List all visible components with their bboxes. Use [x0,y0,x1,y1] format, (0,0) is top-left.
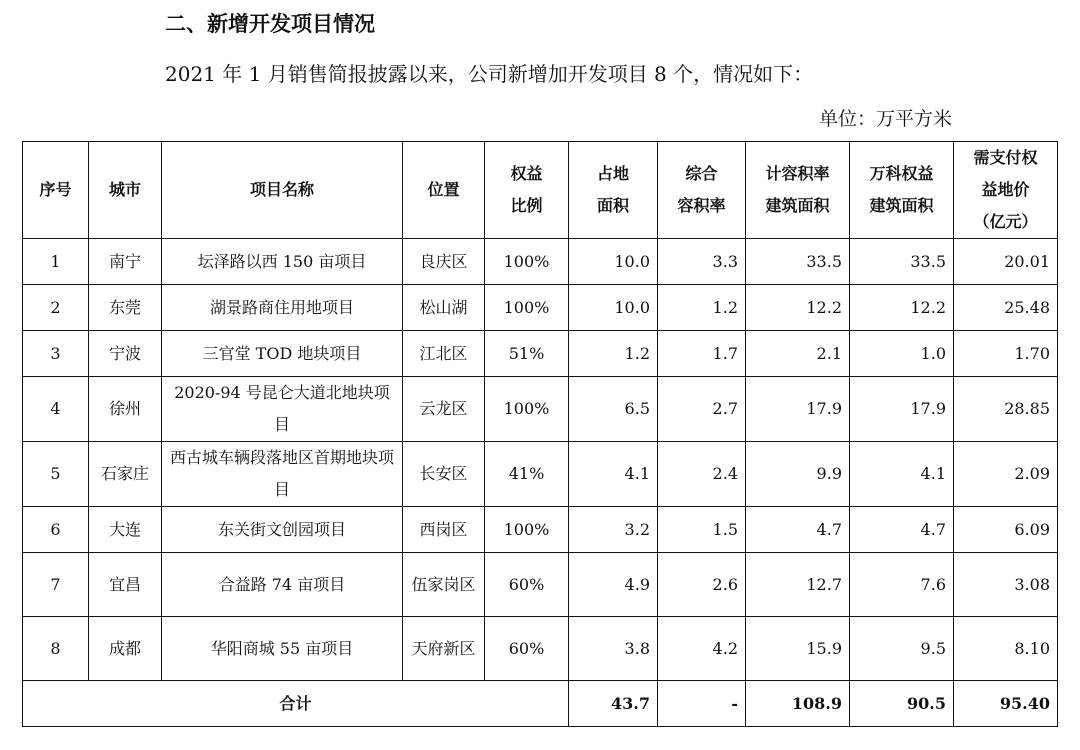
intro-paragraph: 2021 年 1 月销售简报披露以来，公司新增加开发项目 8 个，情况如下： [165,62,814,86]
cell-city: 大连 [89,507,162,553]
cell-vanke-gfa: 17.9 [850,377,954,442]
cell-far: 1.5 [658,507,746,553]
cell-vanke-gfa: 33.5 [850,239,954,285]
cell-name: 坛泽路以西 150 亩项目 [162,239,403,285]
cell-equity: 100% [485,285,569,331]
cell-name: 华阳商城 55 亩项目 [162,617,403,681]
cell-gfa: 4.7 [746,507,850,553]
cell-gfa: 33.5 [746,239,850,285]
total-vanke-gfa: 90.5 [850,681,954,727]
cell-equity: 100% [485,239,569,285]
cell-land-area: 3.8 [569,617,658,681]
cell-city: 南宁 [89,239,162,285]
cell-city: 宁波 [89,331,162,377]
cell-city: 徐州 [89,377,162,442]
cell-land-price: 28.85 [954,377,1058,442]
table-row [23,442,1058,507]
cell-seq: 1 [23,239,89,285]
cell-equity: 100% [485,507,569,553]
cell-vanke-gfa: 9.5 [850,617,954,681]
cell-land-area: 1.2 [569,331,658,377]
cell-name: 湖景路商住用地项目 [162,285,403,331]
cell-land-area: 4.1 [569,442,658,507]
cell-seq: 8 [23,617,89,681]
cell-seq: 5 [23,442,89,507]
cell-seq: 4 [23,377,89,442]
col-header-land-area-line2: 面积 [596,196,629,215]
cell-equity: 60% [485,617,569,681]
cell-location: 松山湖 [403,285,485,331]
cell-name: 合益路 74 亩项目 [162,553,403,617]
cell-city: 东莞 [89,285,162,331]
col-header-far-line1: 综合 [685,164,718,183]
cell-equity: 41% [485,442,569,507]
cell-city: 成都 [89,617,162,681]
col-header-equity-line2: 比例 [510,196,543,215]
cell-land-price: 6.09 [954,507,1058,553]
cell-far: 2.6 [658,553,746,617]
col-header-vanke-gfa-line2: 建筑面积 [869,196,934,215]
col-header-vanke-gfa [850,142,954,239]
cell-name: 西古城车辆段落地区首期地块项目 [162,442,403,507]
table-row [23,553,1058,617]
cell-far: 1.7 [658,331,746,377]
cell-location: 伍家岗区 [403,553,485,617]
cell-gfa: 12.2 [746,285,850,331]
cell-location: 天府新区 [403,617,485,681]
col-header-land-area [569,142,658,239]
unit-label: 单位：万平方米 [818,108,952,130]
table-row [23,239,1058,285]
cell-vanke-gfa: 12.2 [850,285,954,331]
col-header-gfa [746,142,850,239]
table-row [23,507,1058,553]
cell-land-price: 3.08 [954,553,1058,617]
cell-gfa: 17.9 [746,377,850,442]
col-header-land-price [954,142,1058,239]
cell-gfa: 15.9 [746,617,850,681]
total-land-area: 43.7 [569,681,658,727]
col-header-gfa-line2: 建筑面积 [765,196,830,215]
table-row [23,617,1058,681]
cell-land-area: 6.5 [569,377,658,442]
cell-name: 2020-94 号昆仑大道北地块项目 [162,377,403,442]
section-title: 二、新增开发项目情况 [165,12,375,36]
cell-name: 东关街文创园项目 [162,507,403,553]
cell-land-price: 20.01 [954,239,1058,285]
cell-land-price: 8.10 [954,617,1058,681]
cell-vanke-gfa: 7.6 [850,553,954,617]
cell-seq: 3 [23,331,89,377]
cell-far: 4.2 [658,617,746,681]
cell-location: 良庆区 [403,239,485,285]
col-header-land-price-line2: 益地价 [981,180,1030,199]
col-header-name: 项目名称 [162,142,403,239]
table-row [23,331,1058,377]
col-header-equity-line1: 权益 [510,164,543,183]
cell-land-price: 2.09 [954,442,1058,507]
cell-name: 三官堂 TOD 地块项目 [162,331,403,377]
cell-far: 3.3 [658,239,746,285]
col-header-land-price-line3: （亿元） [973,212,1038,231]
total-land-price: 95.40 [954,681,1058,727]
cell-far: 2.4 [658,442,746,507]
cell-location: 云龙区 [403,377,485,442]
cell-city: 石家庄 [89,442,162,507]
cell-location: 长安区 [403,442,485,507]
cell-land-area: 3.2 [569,507,658,553]
table-header-row [23,142,1058,239]
cell-land-area: 10.0 [569,285,658,331]
cell-gfa: 12.7 [746,553,850,617]
cell-city: 宜昌 [89,553,162,617]
cell-land-price: 25.48 [954,285,1058,331]
cell-far: 1.2 [658,285,746,331]
cell-seq: 7 [23,553,89,617]
cell-far: 2.7 [658,377,746,442]
cell-equity: 100% [485,377,569,442]
col-header-land-price-line1: 需支付权 [973,148,1038,167]
cell-location: 西岗区 [403,507,485,553]
cell-vanke-gfa: 1.0 [850,331,954,377]
col-header-far-line2: 容积率 [677,196,726,215]
table-row [23,377,1058,442]
col-header-seq: 序号 [23,142,89,239]
col-header-equity [485,142,569,239]
col-header-land-area-line1: 占地 [596,164,629,183]
col-header-city: 城市 [89,142,162,239]
cell-land-price: 1.70 [954,331,1058,377]
cell-gfa: 9.9 [746,442,850,507]
col-header-location: 位置 [403,142,485,239]
cell-land-area: 10.0 [569,239,658,285]
cell-seq: 6 [23,507,89,553]
cell-equity: 51% [485,331,569,377]
col-header-far [658,142,746,239]
cell-vanke-gfa: 4.7 [850,507,954,553]
col-header-gfa-line1: 计容积率 [765,164,830,183]
table-row [23,285,1058,331]
cell-vanke-gfa: 4.1 [850,442,954,507]
total-label: 合计 [23,681,569,727]
cell-equity: 60% [485,553,569,617]
total-far: - [658,681,746,727]
new-projects-table [22,141,1058,727]
cell-location: 江北区 [403,331,485,377]
cell-land-area: 4.9 [569,553,658,617]
cell-seq: 2 [23,285,89,331]
col-header-vanke-gfa-line1: 万科权益 [869,164,934,183]
cell-gfa: 2.1 [746,331,850,377]
total-gfa: 108.9 [746,681,850,727]
table-total-row [23,681,1058,727]
